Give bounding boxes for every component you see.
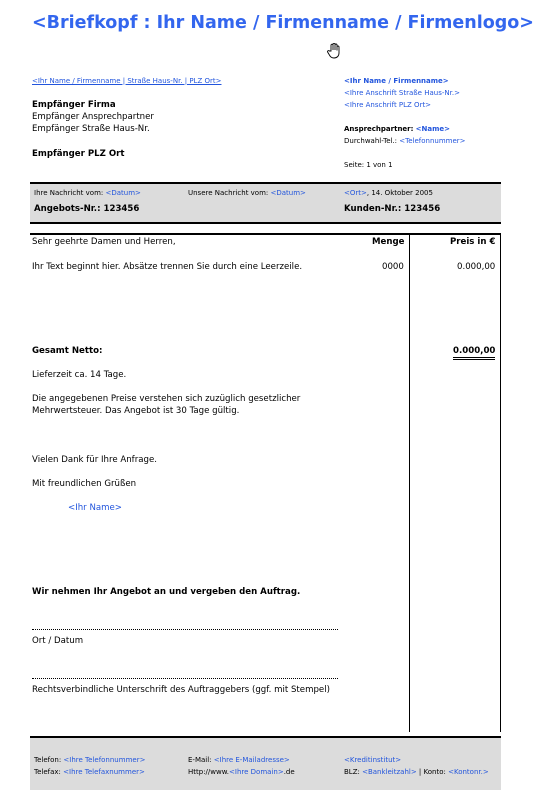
footer-email-label: E-Mail:	[188, 756, 212, 764]
price-terms-line2: Mehrwertsteuer. Das Angebot ist 30 Tage gültig.	[32, 406, 240, 416]
delivery-time: Lieferzeit ca. 14 Tage.	[32, 370, 127, 380]
our-message-date	[188, 189, 306, 197]
signature-name: <Ihr Name>	[68, 503, 123, 513]
footer-fax	[34, 768, 145, 776]
recipient-company: Empfänger Firma	[32, 100, 116, 110]
column-header-price: Preis in €	[450, 237, 496, 247]
info-bar-bottom-rule	[30, 222, 501, 224]
footer-account-value: <Kontonr.>	[448, 768, 489, 776]
offer-number: Angebots-Nr.: 123456	[34, 204, 140, 214]
contact-person-value: <Name>	[415, 125, 451, 133]
sender-street: <Ihre Anschrift Straße Haus-Nr.>	[344, 89, 460, 97]
footer-website-prefix: Http://www.	[188, 768, 230, 776]
place-date	[344, 189, 433, 197]
footer-phone-label: Telefon:	[34, 756, 62, 764]
footer-website-suffix: .de	[283, 768, 295, 776]
place-value: <Ort>	[344, 189, 367, 197]
your-message-label: Ihre Nachricht vom:	[34, 189, 104, 197]
footer-fax-label: Telefax:	[34, 768, 61, 776]
order-acceptance: Wir nehmen Ihr Angebot an und vergeben den Auftrag.	[32, 587, 301, 597]
table-top-rule	[30, 233, 501, 235]
letterhead-title: <Briefkopf : Ihr Name / Firmenname / Firmenlogo>	[32, 13, 534, 33]
place-date-signature-line	[32, 629, 338, 630]
footer-blz-label: BLZ:	[344, 768, 360, 776]
recipient-city: Empfänger PLZ Ort	[32, 149, 125, 159]
recipient-contact: Empfänger Ansprechpartner	[32, 112, 154, 122]
signature-line	[32, 678, 338, 679]
closing-greeting: Mit freundlichen Grüßen	[32, 479, 137, 489]
date-text: , 14. Oktober 2005	[366, 189, 433, 197]
salutation: Sehr geehrte Damen und Herren,	[32, 237, 176, 247]
sender-return-line[interactable]: <Ihr Name / Firmenname | Straße Haus-Nr. | PLZ Ort>	[32, 77, 222, 85]
footer-bank-details	[344, 768, 489, 776]
body-text: Ihr Text beginnt hier. Absätze trennen Sie durch eine Leerzeile.	[32, 262, 303, 272]
footer-fax-value: <Ihre Telefaxnummer>	[63, 768, 145, 776]
footer-account-label: | Konto:	[416, 768, 446, 776]
footer-bank: <Kreditinstitut>	[344, 756, 402, 764]
direct-dial-value: <Telefonnummer>	[399, 137, 466, 145]
hand-cursor-icon	[326, 43, 342, 60]
sender-city: <Ihre Anschrift PLZ Ort>	[344, 101, 432, 109]
footer-website	[188, 768, 295, 776]
footer-blz-value: <Bankleitzahl>	[362, 768, 417, 776]
footer-email	[188, 756, 290, 764]
column-divider-left	[409, 235, 410, 732]
contact-person-label: Ansprechpartner:	[344, 125, 414, 133]
quantity-value: 0000	[382, 262, 404, 272]
sender-name: <Ihr Name / Firmenname>	[344, 77, 449, 85]
price-value: 0.000,00	[457, 262, 496, 272]
recipient-street: Empfänger Straße Haus-Nr.	[32, 124, 150, 134]
customer-number: Kunden-Nr.: 123456	[344, 204, 441, 214]
page-number: Seite: 1 von 1	[344, 161, 393, 169]
your-message-date	[34, 189, 141, 197]
footer-website-domain[interactable]: <Ihre Domain>	[229, 768, 284, 776]
your-message-value: <Datum>	[105, 189, 141, 197]
our-message-label: Unsere Nachricht vom:	[188, 189, 269, 197]
footer-phone-value: <Ihre Telefonnummer>	[63, 756, 146, 764]
column-header-quantity: Menge	[372, 237, 405, 247]
signature-label: Rechtsverbindliche Unterschrift des Auftraggebers (ggf. mit Stempel)	[32, 685, 330, 695]
our-message-value: <Datum>	[270, 189, 306, 197]
direct-dial-label: Durchwahl-Tel.:	[344, 137, 398, 145]
direct-dial	[344, 137, 466, 145]
footer-bar	[30, 738, 501, 790]
total-net-label: Gesamt Netto:	[32, 346, 103, 356]
thanks-text: Vielen Dank für Ihre Anfrage.	[32, 455, 157, 465]
place-date-label: Ort / Datum	[32, 636, 84, 646]
column-divider-right	[500, 235, 501, 732]
footer-phone	[34, 756, 145, 764]
footer-email-value[interactable]: <Ihre E-Mailadresse>	[213, 756, 290, 764]
contact-person	[344, 125, 450, 133]
price-terms-line1: Die angegebenen Preise verstehen sich zuzüglich gesetzlicher	[32, 394, 301, 404]
total-net-value: 0.000,00	[453, 346, 495, 360]
